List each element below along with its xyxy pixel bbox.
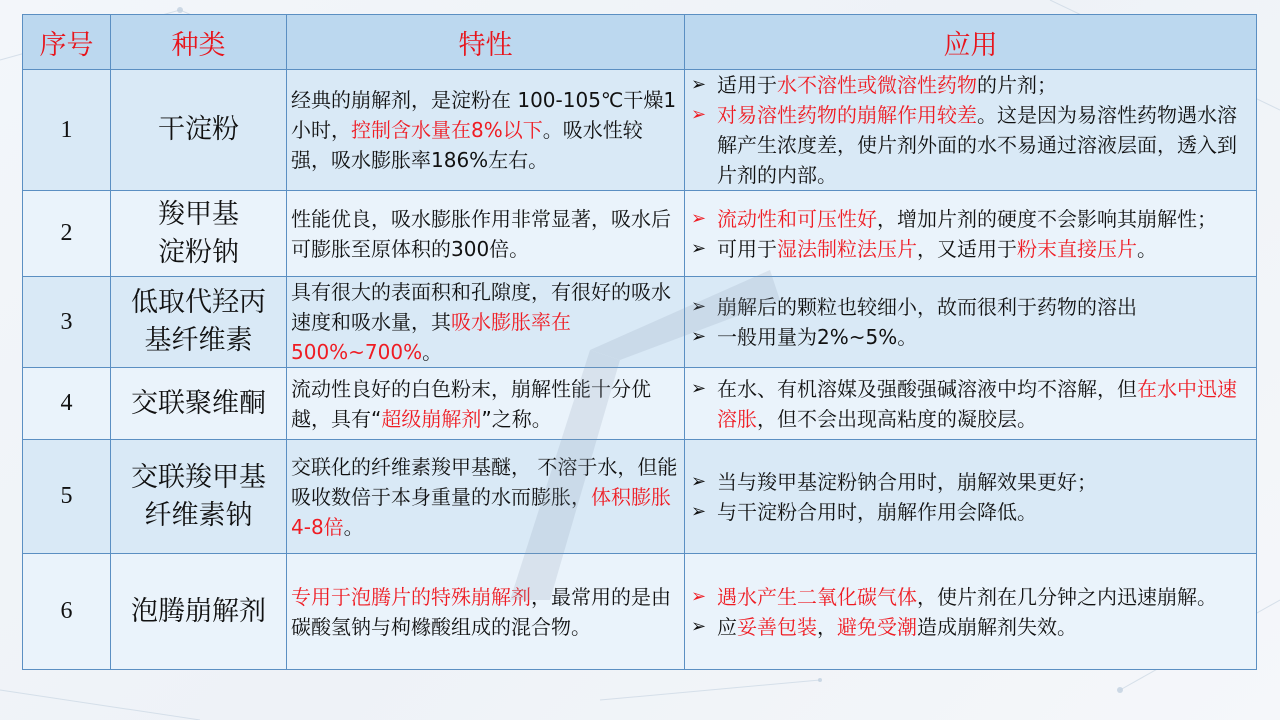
highlight-text: 超级崩解剂 bbox=[381, 406, 482, 431]
application-text: 造成崩解剂失效。 bbox=[917, 614, 1077, 639]
kind-line: 交联羧甲基 bbox=[131, 461, 266, 493]
row-number: 3 bbox=[23, 277, 111, 368]
highlight-text: 遇水产生二氧化碳气体 bbox=[717, 584, 917, 609]
application-text: 应 bbox=[717, 614, 737, 639]
application-cell bbox=[685, 440, 1257, 554]
application-cell bbox=[685, 277, 1257, 368]
application-bullet bbox=[689, 322, 1252, 352]
highlight-text: 在水中迅速溶胀 bbox=[717, 376, 1237, 431]
disintegrant-kind bbox=[111, 440, 287, 554]
kind-line: 干淀粉 bbox=[158, 114, 239, 145]
row-number: 1 bbox=[23, 70, 111, 191]
bullet-text bbox=[717, 467, 1252, 497]
arrow-right-icon: ➢ bbox=[691, 74, 707, 95]
application-text: 。 bbox=[1137, 236, 1157, 261]
arrow-right-icon: ➢ bbox=[691, 104, 707, 125]
highlight-text: 对易溶性药物的崩解作用较差 bbox=[717, 103, 977, 127]
application-cell bbox=[685, 70, 1257, 191]
header-no: 序号 bbox=[23, 15, 111, 70]
feature-text: ，最常用的是由碳酸氢钠与枸橼酸组成的混合物。 bbox=[291, 584, 671, 639]
table-header-row bbox=[23, 15, 1257, 70]
highlight-text: 湿法制粒法压片 bbox=[777, 236, 917, 261]
application-text: 一般用量为2%~5%。 bbox=[717, 325, 918, 349]
kind-line: 基纤维素 bbox=[144, 325, 253, 356]
application-bullet bbox=[689, 70, 1252, 100]
highlight-text: 控制含水量在8%以下 bbox=[351, 118, 543, 142]
feature-text: 经典的崩解剂，是淀粉在 100-105℃干燥1小时， bbox=[291, 88, 677, 142]
application-text: 。这是因为易溶性药物遇水溶解产生浓度差，使片剂外面的水不易通过溶液层面，透入到片剂的内部。 bbox=[717, 103, 1237, 187]
feature-cell bbox=[287, 554, 685, 670]
bullet-text bbox=[717, 100, 1252, 190]
row-number: 5 bbox=[23, 440, 111, 554]
disintegrant-kind bbox=[111, 554, 287, 670]
arrow-right-icon: ➢ bbox=[691, 326, 707, 347]
arrow-right-icon: ➢ bbox=[691, 585, 707, 607]
application-text: 可用于 bbox=[717, 236, 777, 261]
kind-line: 低取代羟丙 bbox=[131, 287, 266, 318]
application-text: 适用于 bbox=[717, 73, 777, 97]
application-bullet bbox=[689, 292, 1252, 322]
application-cell bbox=[685, 191, 1257, 277]
bullet-text bbox=[717, 70, 1252, 100]
table-row bbox=[23, 70, 1257, 191]
table-row bbox=[23, 191, 1257, 277]
feature-cell bbox=[287, 368, 685, 440]
arrow-right-icon: ➢ bbox=[691, 296, 707, 317]
feature-text: 。吸水性较强，吸水膨胀率186%左右。 bbox=[291, 118, 643, 172]
application-bullet bbox=[689, 467, 1252, 497]
bullet-text bbox=[717, 582, 1252, 612]
application-cell bbox=[685, 554, 1257, 670]
application-text: 在水、有机溶媒及强酸强碱溶液中均不溶解，但 bbox=[717, 376, 1137, 401]
kind-line: 泡腾崩解剂 bbox=[131, 595, 266, 627]
highlight-text: 流动性和可压性好 bbox=[717, 206, 877, 231]
arrow-right-icon: ➢ bbox=[691, 470, 707, 492]
highlight-text: 避免受潮 bbox=[837, 614, 917, 639]
highlight-text: 水不溶性或微溶性药物 bbox=[777, 73, 977, 97]
bullet-text bbox=[717, 497, 1252, 527]
application-text: ， bbox=[817, 614, 837, 639]
highlight-text: 妥善包装 bbox=[737, 614, 817, 639]
header-application: 应用 bbox=[685, 15, 1257, 70]
feature-cell bbox=[287, 277, 685, 368]
disintegrant-table bbox=[22, 14, 1257, 670]
application-bullet bbox=[689, 204, 1252, 234]
bullet-text bbox=[717, 292, 1252, 322]
highlight-text: 吸水膨胀率在500%~700% bbox=[291, 310, 571, 364]
highlight-text: 专用于泡腾片的特殊崩解剂 bbox=[291, 584, 531, 609]
feature-cell bbox=[287, 440, 685, 554]
arrow-right-icon: ➢ bbox=[691, 377, 707, 399]
feature-text: ”之称。 bbox=[481, 406, 552, 431]
kind-line: 纤维素钠 bbox=[144, 499, 253, 531]
feature-text: 。 bbox=[422, 340, 443, 364]
application-text: ，使片剂在几分钟之内迅速崩解。 bbox=[917, 584, 1217, 609]
table-row bbox=[23, 554, 1257, 670]
application-bullet bbox=[689, 497, 1252, 527]
application-bullet bbox=[689, 374, 1252, 434]
disintegrant-kind bbox=[111, 191, 287, 277]
application-cell bbox=[685, 368, 1257, 440]
bullet-text bbox=[717, 374, 1252, 434]
table-row bbox=[23, 368, 1257, 440]
application-text: ，又适用于 bbox=[917, 236, 1017, 261]
feature-text: 性能优良，吸水膨胀作用非常显著，吸水后可膨胀至原体积的300倍。 bbox=[291, 206, 671, 261]
application-bullet bbox=[689, 612, 1252, 642]
header-feature: 特性 bbox=[287, 15, 685, 70]
arrow-right-icon: ➢ bbox=[691, 500, 707, 522]
application-bullet bbox=[689, 582, 1252, 612]
application-text: 的片剂； bbox=[977, 73, 1057, 97]
arrow-right-icon: ➢ bbox=[691, 615, 707, 637]
header-kind: 种类 bbox=[111, 15, 287, 70]
application-text: 与干淀粉合用时，崩解作用会降低。 bbox=[717, 499, 1037, 524]
row-number: 2 bbox=[23, 191, 111, 277]
feature-text: 交联化的纤维素羧甲基醚， 不溶于水，但能吸收数倍于本身重量的水而膨胀， bbox=[291, 454, 678, 509]
arrow-right-icon: ➢ bbox=[691, 237, 707, 259]
kind-line: 羧甲基 bbox=[158, 198, 239, 230]
bullet-text bbox=[717, 322, 1252, 352]
highlight-text: 体积膨胀 4-8倍 bbox=[291, 484, 671, 539]
bullet-text bbox=[717, 204, 1252, 234]
disintegrant-kind bbox=[111, 368, 287, 440]
row-number: 4 bbox=[23, 368, 111, 440]
bullet-text bbox=[717, 612, 1252, 642]
kind-line: 交联聚维酮 bbox=[131, 387, 266, 419]
kind-line: 淀粉钠 bbox=[158, 236, 239, 268]
application-text: 当与羧甲基淀粉钠合用时，崩解效果更好； bbox=[717, 469, 1097, 494]
application-text: 崩解后的颗粒也较细小，故而很利于药物的溶出 bbox=[717, 295, 1137, 319]
arrow-right-icon: ➢ bbox=[691, 207, 707, 229]
feature-text: 具有很大的表面积和孔隙度，有很好的吸水速度和吸水量，其 bbox=[291, 280, 671, 334]
table-row bbox=[23, 440, 1257, 554]
application-bullet bbox=[689, 234, 1252, 264]
feature-cell bbox=[287, 70, 685, 191]
bullet-text bbox=[717, 234, 1252, 264]
application-bullet bbox=[689, 100, 1252, 190]
highlight-text: 粉末直接压片 bbox=[1017, 236, 1137, 261]
feature-text: 。 bbox=[343, 514, 364, 539]
feature-cell bbox=[287, 191, 685, 277]
table-row bbox=[23, 277, 1257, 368]
application-text: ，增加片剂的硬度不会影响其崩解性； bbox=[877, 206, 1217, 231]
row-number: 6 bbox=[23, 554, 111, 670]
disintegrant-kind bbox=[111, 277, 287, 368]
feature-text: 流动性良好的白色粉末，崩解性能十分优越，具有“ bbox=[291, 376, 651, 431]
application-text: ，但不会出现高粘度的凝胶层。 bbox=[757, 406, 1037, 431]
disintegrant-kind bbox=[111, 70, 287, 191]
